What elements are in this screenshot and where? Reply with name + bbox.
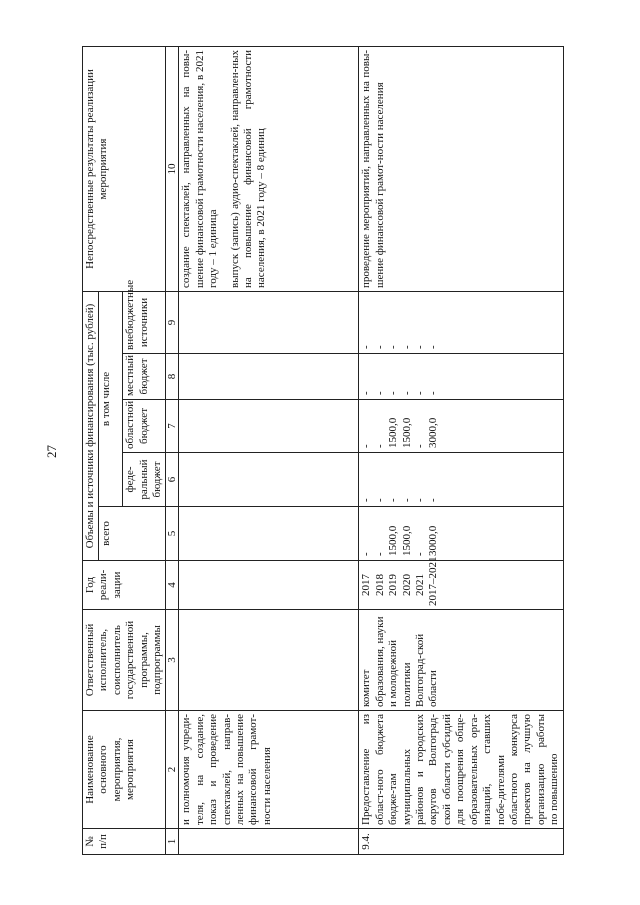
regional-cell [359, 400, 563, 453]
header-cell-col10: Непосредственные результаты реализации мероприятия [83, 46, 166, 291]
total-value: 3000,0 [427, 525, 440, 556]
local-value: - [400, 391, 413, 395]
extrabudget-value: - [360, 345, 373, 349]
regional-value: 3000,0 [427, 417, 440, 448]
header-cell-federal: феде-ральный бюджет [123, 453, 166, 507]
regional-cell [179, 400, 359, 453]
column-number: 2 [166, 711, 179, 829]
extrabudget-value: - [427, 345, 440, 349]
year-cell [359, 556, 563, 610]
table-row-continued [179, 46, 359, 854]
header-cell-funding: Объемы и источники финансирования (тыс. рублей) [83, 291, 99, 560]
federal-value: - [414, 498, 427, 502]
federal-cell [359, 453, 563, 507]
page-number: 27 [44, 445, 59, 458]
extrabudget-value: - [387, 345, 400, 349]
total-value: - [360, 552, 373, 556]
header-cell-col4: Год реали-зации [83, 561, 166, 610]
year-value: 2019 [387, 574, 400, 596]
federal-cell [179, 453, 359, 507]
regional-value: - [414, 444, 427, 448]
result-paragraph: создание спектаклей, направленных на повы-шение финансовой грамотности населения, в 2021 году – 1 единица [180, 49, 220, 288]
year-value: 2017 [360, 574, 373, 596]
header-cell-col2: Наименование основного мероприятия, мероприятия [83, 711, 166, 829]
row-number-cell [179, 829, 359, 855]
federal-value: - [373, 498, 386, 502]
column-number: 8 [166, 354, 179, 400]
financing-table [82, 46, 564, 855]
year-value: 2020 [400, 574, 413, 596]
regional-value: 1500,0 [400, 417, 413, 448]
federal-value: - [360, 498, 373, 502]
local-cell [359, 354, 563, 400]
federal-value: - [427, 498, 440, 502]
column-number: 6 [166, 453, 179, 507]
measure-name-cell: Предоставление из област-ного бюджета бюдже-там муниципальных районов и городских округов Волгоград-ской области субсидий для поощрения обще-образовательных орга-низаций, ставших побе-дителями областного конкурса проектов на лучшую организацию работы по повышению [359, 711, 563, 829]
federal-value: - [400, 498, 413, 502]
paragraph-gap [221, 50, 229, 288]
extrabudget-value: - [400, 345, 413, 349]
local-value: - [360, 391, 373, 395]
header-cell-including: в том числе [99, 291, 123, 506]
total-value: - [373, 552, 386, 556]
federal-value: - [387, 498, 400, 502]
header-cell-extrabudget: внебюджетные источники [123, 291, 166, 353]
year-value: 2021 [414, 574, 427, 596]
column-number: 3 [166, 610, 179, 711]
result-paragraph: выпуск (запись) аудио-спектаклей, направлен-ных на повышение финансовой грамотности населения, в 2021 году – 8 единиц [228, 49, 268, 288]
year-cell [179, 561, 359, 610]
executor-cell: комитет образования, науки и молодежной политики Волгоград-ской области [359, 610, 563, 711]
row-number-cell: 9.4. [359, 829, 563, 855]
local-value: - [373, 391, 386, 395]
table-row-9-4 [359, 46, 563, 854]
measure-name-cell: и полномочия учреди-теля, на создание, показ и проведение спектаклей, направ-ленных на повышение финансовой грамот-ности населения [179, 711, 359, 829]
header-row-1 [83, 46, 99, 854]
year-value: 2018 [373, 574, 386, 596]
column-number: 4 [166, 561, 179, 610]
column-number: 5 [166, 507, 179, 561]
local-cell [179, 354, 359, 400]
header-cell-local: местный бюджет [123, 354, 166, 400]
local-value: - [414, 391, 427, 395]
extrabudget-cell [179, 291, 359, 353]
column-number-row [166, 46, 179, 854]
column-number: 10 [166, 46, 179, 291]
local-value: - [427, 391, 440, 395]
regional-value: - [360, 444, 373, 448]
total-value: 1500,0 [400, 525, 413, 556]
column-number: 9 [166, 291, 179, 353]
header-cell-total: всего [99, 507, 166, 561]
year-value: 2017–2021 [427, 556, 440, 606]
header-cell-col1: № п/п [83, 829, 166, 855]
header-cell-col3: Ответственный исполнитель, соисполнитель государственной программы, подпрограммы [83, 610, 166, 711]
local-value: - [387, 391, 400, 395]
column-number: 7 [166, 400, 179, 453]
results-cell [359, 46, 563, 291]
extrabudget-value: - [373, 345, 386, 349]
extrabudget-cell [359, 291, 563, 353]
extrabudget-value: - [414, 345, 427, 349]
regional-value: - [373, 444, 386, 448]
regional-value: 1500,0 [387, 417, 400, 448]
total-value: - [414, 552, 427, 556]
column-number: 1 [166, 829, 179, 855]
total-cell [179, 507, 359, 561]
result-paragraph: проведение мероприятий, направленных на повы-шение финансовой грамот-ности населения [360, 49, 386, 288]
total-cell [359, 507, 563, 561]
header-cell-regional: областной бюджет [123, 400, 166, 453]
total-value: 1500,0 [387, 525, 400, 556]
executor-cell [179, 610, 359, 711]
results-cell [179, 46, 359, 291]
